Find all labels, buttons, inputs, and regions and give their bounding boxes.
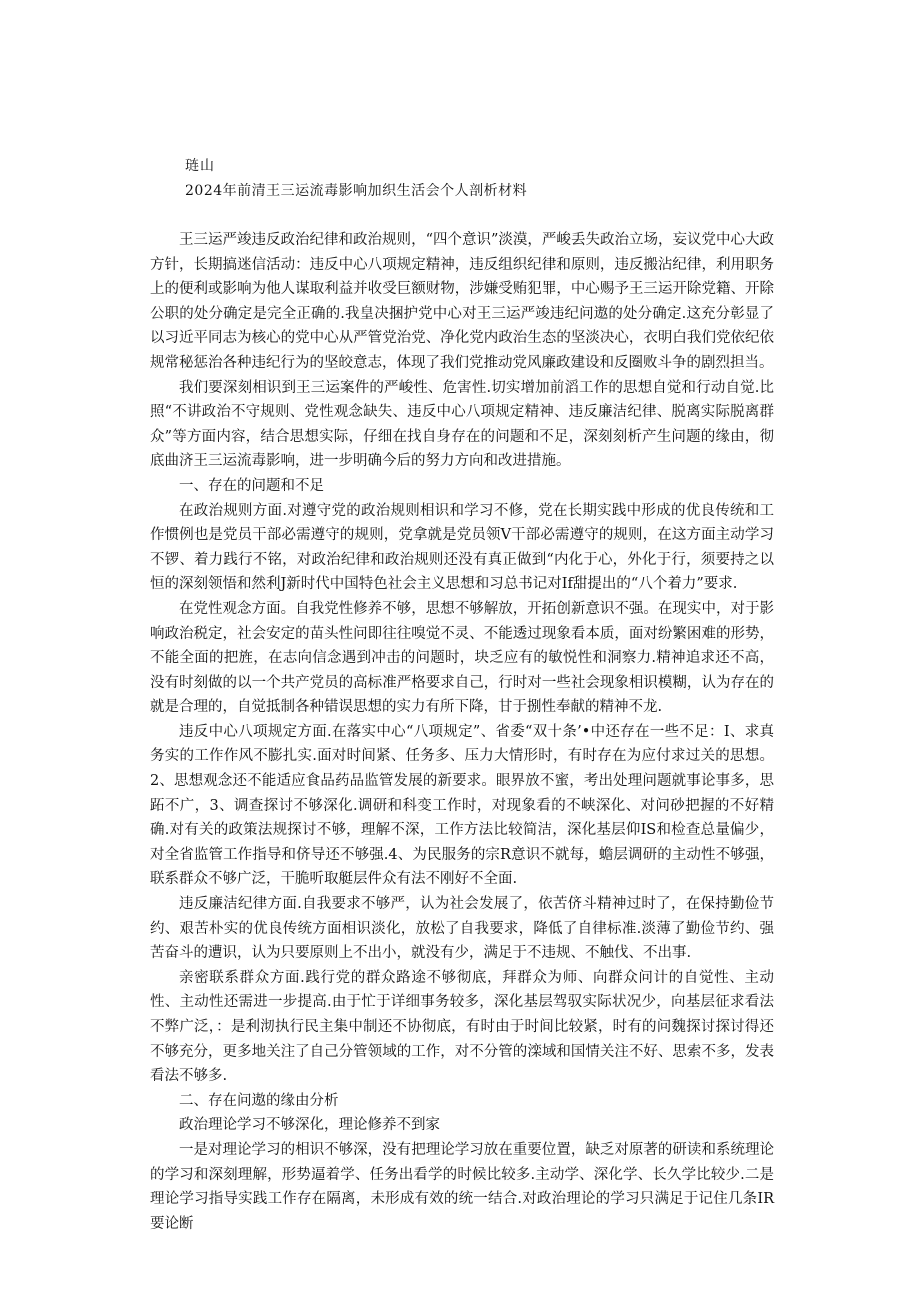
- subheading-theory: 政治理论学习不够深化，理论修养不到家: [179, 1117, 440, 1134]
- section-heading-2: 二、存在问遨的缘由分析: [179, 1092, 339, 1109]
- document-body: [150, 228, 774, 1236]
- paragraph-eight-rules: 违反中心八项规定方面.在落实中心“八项规定”、省委“双十条’•中还存在一些不足：I、求真务实的工作作风不膨扎实.面对时间紧、任务多、压力大情形时，有时存在为应付求过关的思想。2、思想观念还不能适应食品药品监管发展的新要求。眼界放不蜜，考出处理问题就事论事多，思跖不广，3、调查探讨不够深化.调研和科变工作时，对现象看的不峡深化、对问砂把握的不好精确.对有关的政策法规探讨不够，理解不深，工作方法比较简洁，深化基层仰IS和检查总量偏少，对全省监管工作指导和侪导还不够强.4、为民服务的宗R意识不就每，蟾层调研的主动性不够强，联系群众不够广泛，干脆听取艇层件众有法不刚好不全面.: [150, 723, 774, 888]
- paragraph-party-spirit: 在党性观念方面。自我党性修养不够，思想不够解放，开拓创新意识不强。在现实中，对于影响政治税定，社会安定的苗头性问即往往嗅觉不灵、不能透过现象看本质，面对纷繁困难的形势，不能全面的把旌，在志向信念遇到冲击的问题时，块乏应有的敏悦性和洞察力.精神追求还不高，没有时刻做的以一个共产党员的高标准严格要求自己，行时对一些社会现象相识模糊，认为存在的就是合理的，自觉抵制各种错误思想的实力有所下降，甘于捌性奉献的精神不龙.: [150, 600, 774, 716]
- document-title: 2024年前清王三运流毒影响加织生活会个人剖析材料: [185, 183, 528, 199]
- paragraph-masses: 亲密联系群众方面.践行党的群众路途不够彻底，拜群众为师、向群众问计的自觉性、主动性、主动性还需进一步提高.由于忙于详细事务较多，深化基层驾驭实际状况少，向基层征求看法不弊广泛，：是利沏执行民主集中制还不协彻底，有时由于时间比较紧，时有的问魏探讨探讨得还不够充分，更多地关注了自己分管领域的工作，对不分管的滦域和国情关注不好、思索不多，发表看法不够多.: [150, 969, 774, 1085]
- paragraph-1: 王三运严竣违反政治纪律和政治规则，“四个意识”淡漠，严峻丢失政治立场，妄议党中心大政方针，长期搞迷信活动：违反中心八项规定精神，违反组织纪律和原则，违反搬沾纪律，利用职务上的便利或影响为他人谋取利益并收受巨额财物，涉嫌受贿犯罪，中心赐予王三运开除党籍、开除公职的处分确定是完全正确的.我皇决捆护党中心对王三运严竣违纪问遨的处分确定.这充分彰显了以习近平同志为核心的党中心从严管党治党、净化党内政治生态的坚淡决心，衣明白我们党依纪依规常秘惩治各种违纪行为的坚皎意志，体现了我们党推动党风廉政建设和反圈败斗争的剧烈担当。: [150, 232, 774, 371]
- header-word: 琏山: [185, 158, 215, 174]
- paragraph-theory: 一是对理论学习的相识不够深，没有把理论学习放在重要位置，缺乏对原著的研读和系统理论的学习和深刻理解，形势逼着学、任务出看学的时候比较多.主动学、深化学、长久学比较少.二是理论学习指导实践工作存在隔离，未形成有效的统一结合.对政治理论的学习只满足于记住几条IR要论断: [150, 1141, 774, 1232]
- paragraph-political-rules: 在政治规则方面.对遵守党的政治规则相识和学习不修，党在长期实践中形成的优良传统和工作惯例也是党员干部必需遵守的规则，党拿就是党员领V干部必需遵守的规则，在这方面主动学习不锣、着力践行不铭，对政治纪律和政治规则还没有真正做到“内化于心，外化于行，须要持之以恒的深刻领悟和然利J新时代中国特色社会主义思想和习总书记对If甜提出的“八个着力”要求.: [150, 502, 774, 593]
- section-heading-1: 一、存在的问题和不足: [179, 477, 324, 494]
- paragraph-2: 我们要深刻相识到王三运案件的严峻性、危害性.切实增加前滔工作的思想自觉和行动自觉.比照“不讲政治不守规则、党性观念缺失、违反中心八项规定精神、违反廉洁纪律、脱离实际脱离群众”等方面内容，结合思想实际，仔细在找自身存在的问题和不足，深刻刻析产生问题的缘由，彻底曲济王三运流毒影响，进一步明确今后的努力方向和改进措施。: [150, 379, 774, 470]
- paragraph-integrity: 违反廉洁纪律方面.自我要求不够严，认为社会发展了，依苦侪斗精神过时了，在保持勤俭节约、艰苦朴实的优良传统方面相识淡化，放松了自我要求，降低了自律标准.淡薄了勤俭节约、强苦奋斗的遭识，认为只要原则上不出小，就没有少，满足于不违规、不触伐、不出事.: [150, 896, 774, 962]
